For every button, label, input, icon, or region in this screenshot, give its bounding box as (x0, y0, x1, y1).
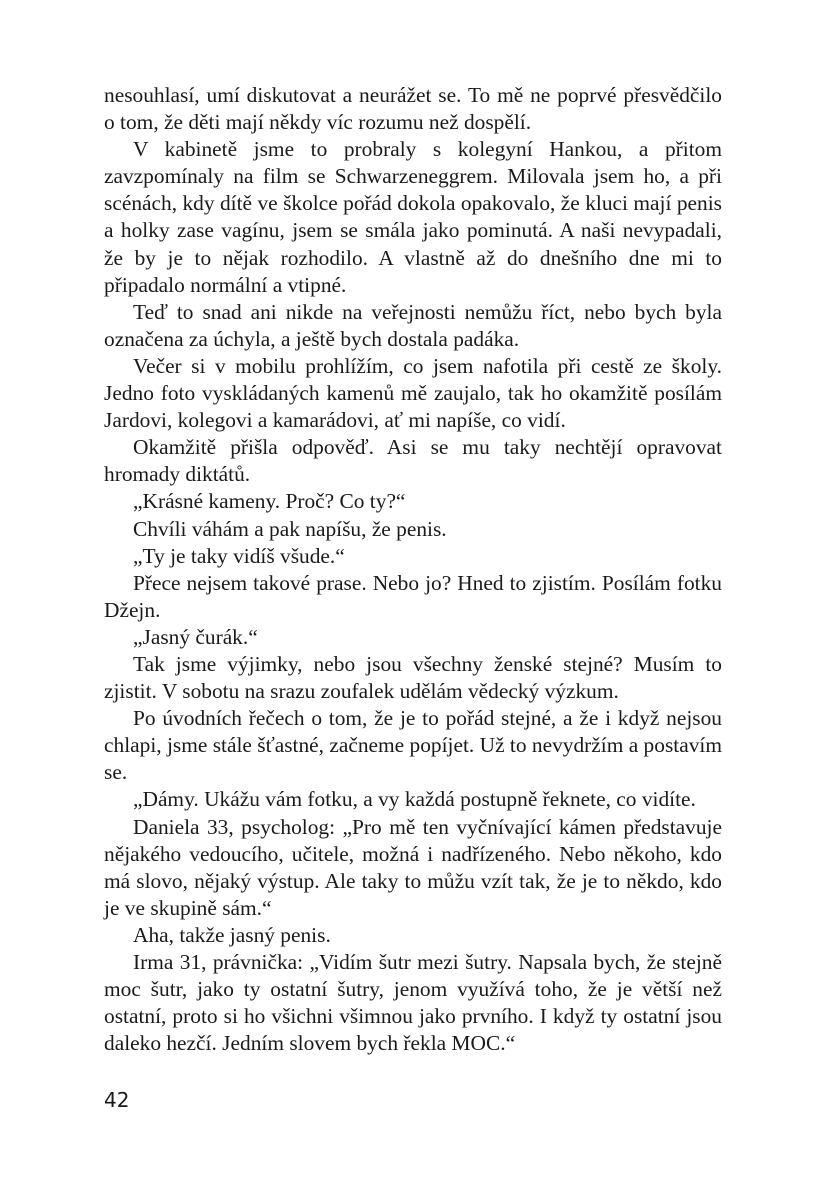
paragraph-9: Přece nejsem takové prase. Nebo jo? Hned to zjistím. Posílám fotku Džejn. (104, 570, 722, 622)
page-number: 42 (104, 1088, 130, 1112)
body-text (104, 82, 722, 1057)
paragraph-7: Chvíli váhám a pak napíšu, že penis. (133, 516, 447, 541)
paragraph-15: Aha, takže jasný penis. (133, 922, 331, 947)
paragraph-14: Daniela 33, psycholog: „Pro mě ten vyčnívající kámen představuje nějakého vedoucího, učitele, možná i nadřízeného. Nebo někoho, kdo má slovo, nějaký výstup. Ale taky to můžu vzít tak, že je to někdo, kdo je ve skupině sám.“ (104, 814, 722, 920)
paragraph-4: Večer si v mobilu prohlížím, co jsem nafotila při cestě ze školy. Jedno foto vyskládaných kamenů mě zaujalo, tak ho okamžitě posílám Jardovi, kolegovi a kamarádovi, ať mi napíše, co vidí. (104, 353, 722, 433)
paragraph-2: V kabinetě jsme to probraly s kolegyní Hankou, a přitom zavzpomínaly na film se Schwarzeneggrem. Milovala jsem ho, a při scénách, kdy dítě ve školce pořád dokola opakovalo, že kluci mají penis a holky zase vagínu, jsem se smála jako pominutá. A naši nevypadali, že by je to nějak rozhodilo. A vlastně až do dnešního dne mi to připadalo normální a vtipné. (104, 137, 722, 297)
paragraph-11: Tak jsme výjimky, nebo jsou všechny ženské stejné? Musím to zjistit. V sobotu na srazu zoufalek udělám vědecký výzkum. (104, 651, 722, 704)
paragraph-3: Teď to snad ani nikde na veřejnosti nemůžu říct, nebo bych byla označena za úchyla, a ještě bych dostala padáka. (104, 299, 722, 351)
paragraph-8: „Ty je taky vidíš všude.“ (133, 543, 345, 568)
paragraph-5: Okamžitě přišla odpověď. Asi se mu taky nechtějí opravovat hromady diktátů. (104, 435, 722, 487)
paragraph-6: „Krásné kameny. Proč? Co ty?“ (133, 489, 406, 514)
paragraph-12: Po úvodních řečech o tom, že je to pořád stejné, a že i když nejsou chlapi, jsme stále šťastné, začneme popíjet. Už to nevydržím a postavím se. (104, 706, 722, 785)
paragraph-10: „Jasný čurák.“ (133, 624, 258, 649)
paragraph-13: „Dámy. Ukážu vám fotku, a vy každá postupně řeknete, co vidíte. (133, 787, 696, 812)
paragraph-1: nesouhlasí, umí diskutovat a neurážet se. To mě ne poprvé přesvědčilo o tom, že děti mají někdy víc rozumu než dospělí. (104, 83, 722, 135)
paragraph-16: Irma 31, právnička: „Vidím šutr mezi šutry. Napsala bych, že stejně moc šutr, jako ty ostatní šutry, jenom využívá toho, že je větší než ostatní, proto si ho všichni všimnou jako prvního. I když ty ostatní jsou daleko hezčí. Jedním slovem bych řekla MOC.“ (104, 950, 722, 1056)
